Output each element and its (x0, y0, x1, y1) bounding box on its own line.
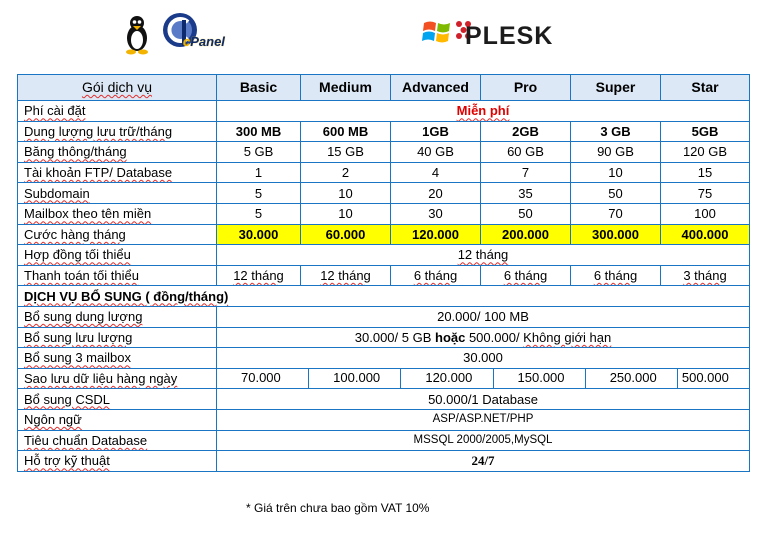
cell: 12 tháng (301, 265, 391, 286)
cell: 60 GB (481, 142, 571, 163)
row-label: Bổ sung lưu lượng (18, 327, 217, 348)
cell: 120.000 (391, 224, 481, 245)
row-label: Phí cài đặt (18, 101, 217, 122)
cell: 15 (661, 162, 750, 183)
header-super: Super (571, 75, 661, 101)
cell: 120.000 (401, 369, 493, 389)
cell: 120 GB (661, 142, 750, 163)
section-addon-header (18, 286, 750, 307)
row-label: Tài khoản FTP/ Database (18, 162, 217, 183)
row-label: Bổ sung CSDL (18, 389, 217, 410)
cell: 10 (301, 203, 391, 224)
row-label: Bổ sung 3 mailbox (18, 348, 217, 369)
cell: 15 GB (301, 142, 391, 163)
row-label: Thanh toán tối thiểu (18, 265, 217, 286)
cpanel-wordmark: cPanel (183, 34, 225, 49)
add-mailbox-value: 30.000 (217, 348, 750, 369)
hosting-price-table (17, 74, 750, 472)
row-label: Bổ sung dung lượng (18, 306, 217, 327)
cell: 70 (571, 203, 661, 224)
row-subdomain (18, 183, 750, 204)
cell: 7 (481, 162, 571, 183)
tux-penguin-icon (126, 16, 148, 55)
row-label: Tiêu chuẩn Database (18, 430, 217, 451)
row-language (18, 409, 750, 430)
cell: 200.000 (481, 224, 571, 245)
row-monthly-fee (18, 224, 750, 245)
cell: 10 (301, 183, 391, 204)
cell: 2GB (481, 121, 571, 142)
support-value: 24/7 (217, 451, 750, 472)
row-setup-fee (18, 101, 750, 122)
header-basic: Basic (217, 75, 301, 101)
row-min-contract (18, 245, 750, 266)
cell: 6 tháng (571, 265, 661, 286)
header-package: Gói dịch vụ (18, 75, 217, 101)
cell: 5GB (661, 121, 750, 142)
header-medium: Medium (301, 75, 391, 101)
cell: 35 (481, 183, 571, 204)
cell: 300.000 (571, 224, 661, 245)
cell: 600 MB (301, 121, 391, 142)
cell: 10 (571, 162, 661, 183)
row-mailbox (18, 203, 750, 224)
table-header-row (18, 75, 750, 101)
cell: 40 GB (391, 142, 481, 163)
language-value: ASP/ASP.NET/PHP (217, 409, 750, 430)
windows-flag-icon (422, 22, 450, 43)
header-advanced: Advanced (391, 75, 481, 101)
row-add-storage (18, 306, 750, 327)
row-label: Hợp đồng tối thiểu (18, 245, 217, 266)
cell: 250.000 (586, 369, 678, 389)
add-traffic-value: 30.000/ 5 GB hoặc 500.000/ Không giới hạn (217, 327, 750, 348)
row-support (18, 451, 750, 472)
cell: 3 GB (571, 121, 661, 142)
row-min-payment (18, 265, 750, 286)
row-bandwidth (18, 142, 750, 163)
add-storage-value: 20.000/ 100 MB (217, 306, 750, 327)
cell: 90 GB (571, 142, 661, 163)
row-label: Cước hàng tháng (18, 224, 217, 245)
cell: 6 tháng (391, 265, 481, 286)
row-db-standard (18, 430, 750, 451)
cell: 400.000 (661, 224, 750, 245)
row-label: Dung lượng lưu trữ/tháng (18, 121, 217, 142)
cell: 500.000 (681, 369, 729, 385)
cell: 5 GB (217, 142, 301, 163)
cell: 50 (571, 183, 661, 204)
cell: 1 (217, 162, 301, 183)
cell: 5 (217, 203, 301, 224)
cell: 20 (391, 183, 481, 204)
cell: 4 (391, 162, 481, 183)
row-daily-backup (18, 368, 750, 389)
row-add-mailbox (18, 348, 750, 369)
cell: 100 (661, 203, 750, 224)
db-standard-value: MSSQL 2000/2005,MySQL (217, 430, 750, 451)
setup-fee-value: Miễn phí (217, 101, 750, 122)
cell: 12 tháng (217, 265, 301, 286)
row-label: Sao lưu dữ liệu hàng ngày (18, 368, 217, 389)
row-add-traffic (18, 327, 750, 348)
cell: 75 (661, 183, 750, 204)
row-label: Mailbox theo tên miền (18, 203, 217, 224)
cell: 150.000 (494, 369, 586, 389)
row-label: Ngôn ngữ (18, 409, 217, 430)
section-title: DỊCH VỤ BỔ SUNG ( đồng/tháng) (18, 286, 750, 307)
cell: 2 (301, 162, 391, 183)
cell: 1GB (391, 121, 481, 142)
row-label: Subdomain (18, 183, 217, 204)
cell: 100.000 (309, 369, 401, 389)
plesk-wordmark: PLESK (465, 22, 554, 50)
cell: 5 (217, 183, 301, 204)
add-db-value: 50.000/1 Database (217, 389, 750, 410)
cell: 50 (481, 203, 571, 224)
row-add-db (18, 389, 750, 410)
cell: 6 tháng (481, 265, 571, 286)
cell: 3 tháng (661, 265, 750, 286)
header-pro: Pro (481, 75, 571, 101)
vat-note: * Giá trên chưa bao gồm VAT 10% (246, 501, 430, 515)
row-label: Hỗ trợ kỹ thuật (18, 451, 217, 472)
daily-backup-values (217, 368, 750, 389)
cell: 300 MB (217, 121, 301, 142)
cell: 30.000 (217, 224, 301, 245)
cell: 30 (391, 203, 481, 224)
row-ftp (18, 162, 750, 183)
row-label: Băng thông/tháng (18, 142, 217, 163)
cell: 70.000 (217, 369, 309, 389)
cell: 60.000 (301, 224, 391, 245)
row-storage (18, 121, 750, 142)
min-contract-value: 12 tháng (217, 245, 750, 266)
header-star: Star (661, 75, 750, 101)
